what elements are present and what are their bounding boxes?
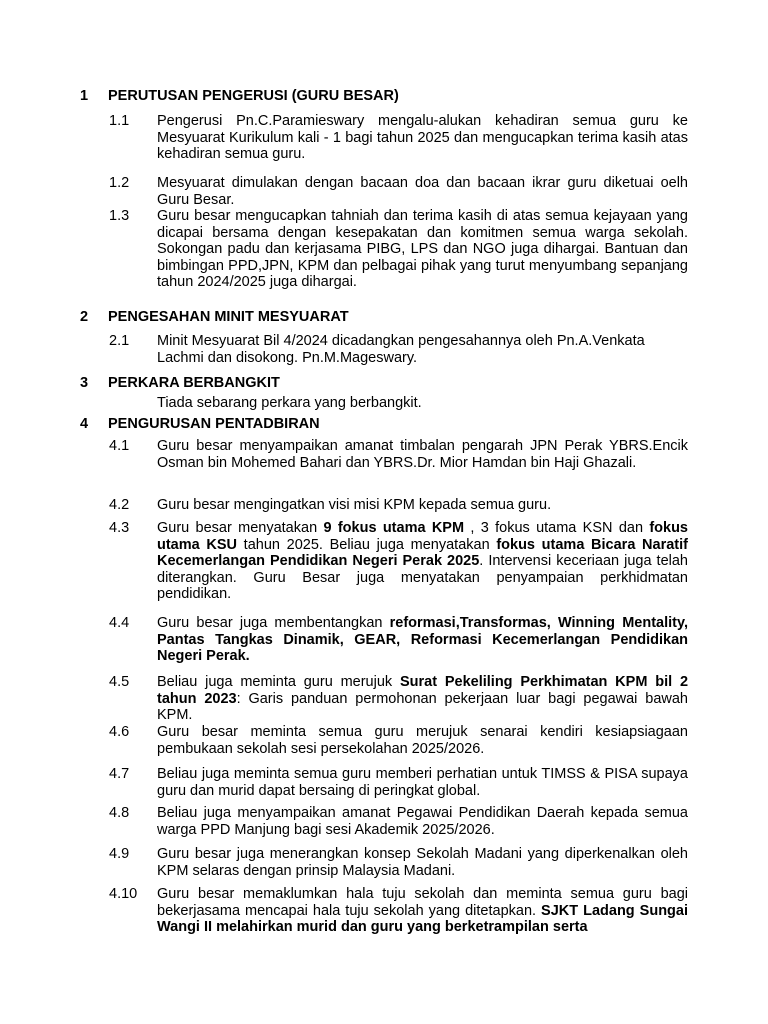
item-number: 1.1 [109, 113, 130, 129]
item-text [157, 615, 688, 665]
section-title: PENGURUSAN PENTADBIRAN [108, 416, 320, 432]
item-text [157, 113, 688, 163]
text-run: Guru besar memaklumkan hala tuju sekolah dan meminta semua guru bagi bekerjasama mencapai hala tuju sekolah yang ditetapkan. [157, 886, 688, 919]
section-title: PERKARA BERBANGKIT [108, 375, 280, 391]
text-run: Guru besar menyampaikan amanat timbalan pengarah JPN Perak YBRS.Encik Osman bin Mohemed Bahari dan YBRS.Dr. Mior Hamdan bin Haji Ghazali. [157, 438, 688, 471]
item-number: 4.2 [109, 497, 130, 513]
text-run: Mesyuarat dimulakan dengan bacaan doa dan bacaan ikrar guru diketuai oelh Guru Besar. [157, 175, 688, 208]
item-text [157, 497, 688, 514]
item-text [157, 724, 688, 757]
text-run: . Intervensi keceriaan juga telah diterangkan. Guru Besar juga menyatakan penyampaian perkhidmatan pendidikan. [157, 553, 688, 602]
text-run: Guru besar juga membentangkan [157, 615, 390, 631]
text-run: Guru besar mengucapkan tahniah dan terima kasih di atas semua kejayaan yang dicapai bersama dengan kesepakatan dan komitmen semua warga sekolah. Sokongan padu dan kerjasama PIBG, LPS dan NGO juga dihargai. Bantuan dan bimbingan PPD,JPN, KPM dan pelbagai pihak yang turut menyumbang sepanjang tahun 2024/2025 juga dihargai. [157, 208, 688, 290]
item-number: 2.1 [109, 333, 130, 349]
text-run: : Garis panduan permohonan pekerjaan luar bagi pegawai bawah KPM. [157, 690, 688, 723]
text-run: tahun 2025. Beliau juga menyatakan [237, 536, 497, 553]
item-number: 4.4 [109, 615, 130, 631]
text-run: Pengerusi Pn.C.Paramieswary mengalu-alukan kehadiran semua guru ke Mesyuarat Kurikulum kali - 1 bagi tahun 2025 dan mengucapkan terima kasih atas kehadiran semua guru. [157, 113, 688, 162]
bold-text-run: Surat Pekeliling Perkhimatan KPM bil 2 tahun 2023 [157, 674, 689, 707]
text-run: Minit Mesyuarat Bil 4/2024 dicadangkan pengesahannya oleh Pn.A.Venkata Lachmi dan disokong. Pn.M.Mageswary. [157, 333, 645, 366]
text-run: Guru besar juga menerangkan konsep Sekolah Madani yang diperkenalkan oleh KPM selaras dengan prinsip Malaysia Madani. [157, 846, 688, 879]
text-run: Guru besar mengingatkan visi misi KPM kepada semua guru. [157, 497, 552, 513]
bold-text-run: reformasi,Transformas, Winning Mentality, Pantas Tangkas Dinamik, GEAR, Reformasi Kecemerlangan Pendidikan Negeri Perak. [157, 615, 688, 664]
text-run: Guru besar menyatakan [157, 520, 324, 536]
bold-text-run: 9 fokus utama KPM [323, 520, 465, 536]
item-number: 4.1 [109, 438, 130, 454]
bold-text-run: fokus utama KSU [157, 520, 688, 553]
item-text [157, 208, 688, 291]
item-number: 4.6 [109, 724, 130, 740]
text-run: Beliau juga menyampaikan amanat Pegawai Pendidikan Daerah kepada semua warga PPD Manjung bagi sesi Akademik 2025/2026. [157, 805, 688, 838]
text-run: , 3 fokus utama KSN dan [464, 520, 650, 536]
item-text [157, 886, 688, 936]
bold-text-run: fokus utama Bicara Naratif Kecemerlangan Pendidikan Negeri Perak 2025 [157, 536, 688, 569]
item-number: 4.8 [109, 805, 130, 821]
item-text [157, 805, 688, 838]
section-3-text: Tiada sebarang perkara yang berbangkit. [157, 395, 422, 411]
section-number: 4 [80, 416, 89, 432]
item-text [157, 846, 688, 879]
item-number: 4.10 [109, 886, 138, 902]
section-number: 1 [80, 88, 89, 104]
section-number: 2 [80, 309, 89, 325]
item-text [157, 520, 688, 603]
item-text [157, 438, 688, 471]
text-run: Beliau juga meminta semua guru memberi perhatian untuk TIMSS & PISA supaya guru dan murid dapat bersaing di peringkat global. [157, 766, 688, 799]
section-number: 3 [80, 375, 89, 391]
item-text [157, 674, 688, 724]
bold-text-run: SJKT Ladang Sungai Wangi II melahirkan murid dan guru yang berketrampilan serta [157, 902, 689, 935]
item-number: 1.3 [109, 208, 130, 224]
item-text [157, 175, 688, 208]
item-text [157, 766, 688, 799]
item-text [157, 333, 688, 366]
item-number: 1.2 [109, 175, 130, 191]
section-title: PERUTUSAN PENGERUSI (GURU BESAR) [108, 88, 399, 104]
section-title: PENGESAHAN MINIT MESYUARAT [108, 309, 349, 325]
item-number: 4.9 [109, 846, 130, 862]
item-number: 4.5 [109, 674, 130, 690]
item-number: 4.3 [109, 520, 130, 536]
item-number: 4.7 [109, 766, 130, 782]
text-run: Beliau juga meminta guru merujuk [157, 674, 400, 690]
text-run: Guru besar meminta semua guru merujuk senarai kendiri kesiapsiagaan pembukaan sekolah sesi persekolahan 2025/2026. [157, 724, 688, 757]
